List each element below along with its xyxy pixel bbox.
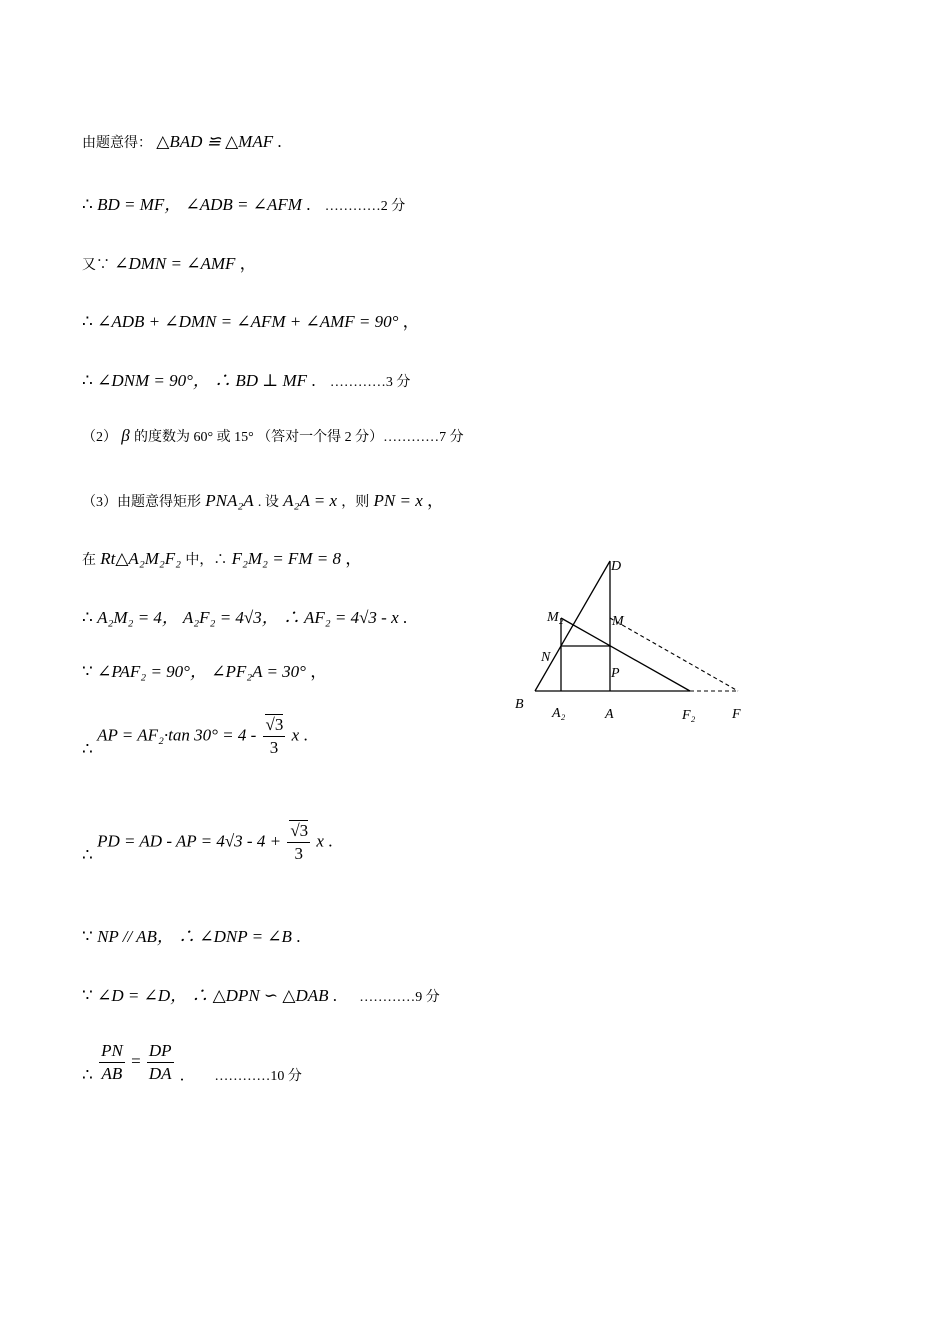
proof-line-12 [82,820,332,865]
proof-line-1 [82,132,282,152]
line-end: ， [427,491,445,510]
line-end: . [296,927,301,946]
variable: x [291,725,300,745]
proof-line-9 [82,603,407,628]
beta-symbol: β [121,426,130,445]
label-n: N [541,650,551,665]
line-end: . [328,831,333,851]
dashed-segment-mf [610,618,738,691]
proof-line-8 [82,544,362,569]
angles-expr: ∠PAF₂ = 90°， ∠PF₂A = 30° [97,662,306,681]
triangle-expr: Rt△A₂M₂F₂ [100,549,182,568]
then-text: ，则 [341,495,370,510]
equals-sign: = [131,1051,141,1071]
rectangle-expr: PNA₂A [205,491,254,510]
label-p: P [611,666,620,681]
in-text: 在 [82,553,96,568]
line-end: . [402,608,408,627]
proof-line-2 [82,190,405,215]
line-end: ， [402,312,420,331]
line-end: ， [239,254,257,273]
label-a: A [605,707,614,722]
line-end: . [277,132,282,151]
lengths-expr: A₂M₂ = 4， A₂F₂ = 4√3， ∴ AF₂ = 4√3 - x [97,608,399,627]
label-f: F [732,707,741,722]
therefore-symbol: ∴ [82,371,93,390]
fraction [287,820,310,865]
variable-expr: A₂A = x [283,491,338,510]
line-end: ， [310,662,328,681]
fraction-numerator: PN [99,1040,125,1063]
ratio-right [147,1040,174,1085]
label-a2: A₂ [552,706,566,721]
fraction-denominator: 3 [294,844,303,863]
score-marker: …………2 分 [324,199,406,214]
therefore-symbol: ∴ [82,845,93,865]
part-label: （2） [82,430,117,445]
segment-bd [535,561,610,691]
line-end: . [179,1065,185,1085]
score-marker: …………3 分 [329,375,411,390]
line-end: ， [345,549,363,568]
proof-line-15 [82,1040,302,1085]
fraction [263,714,286,759]
because-symbol: ∵ [82,927,93,946]
therefore-symbol: ∴ [82,608,93,627]
therefore-symbol: ∴ [82,1065,93,1085]
score-marker: …………9 分 [359,990,440,1005]
proof-line-5 [82,366,410,391]
because-symbol: ∵ [82,986,93,1005]
proof-line-4 [82,307,420,332]
fraction-denominator: 3 [269,738,279,757]
proof-line-3 [82,249,257,274]
proof-line-10 [82,657,327,682]
congruence-expr: △BAD ≌ △MAF [156,132,274,151]
proof-line-14 [82,981,440,1006]
therefore-symbol: ∴ [82,195,93,214]
middle-text: 中，∴ [185,553,228,568]
label-m2: M₂ [547,610,564,625]
answer-text: 的度数为 60° 或 15° （答对一个得 2 分）…………7 分 [133,430,464,445]
line-end: . [306,195,311,214]
segment-m2f2 [561,618,690,691]
part-label: （3）由题意得矩形 [82,495,201,510]
line-end: . [303,725,308,745]
similarity-expr: ∠D = ∠D， ∴ △DPN ∽ △DAB [97,986,329,1005]
therefore-symbol: ∴ [82,312,93,331]
variable: x [316,831,324,851]
ap-expr: AP = AF₂·tan 30° = 4 - [97,725,257,745]
fraction-numerator: √3 [265,715,284,734]
set-text: . 设 [257,495,279,510]
pd-expr: PD = AD - AP = 4√3 - 4 + [97,831,282,851]
because-symbol: ∵ [82,662,93,681]
fraction-numerator: DP [147,1040,174,1063]
line-end: . [332,986,338,1005]
angle-sum-expr: ∠ADB + ∠DMN = ∠AFM + ∠AMF = 90° [97,312,399,331]
label-m: M [612,614,624,629]
line-lead: 由题意得： [82,136,152,151]
therefore-symbol: ∴ [82,739,93,759]
parallel-expr: NP // AB， ∴ ∠DNP = ∠B [97,927,292,946]
pn-expr: PN = x [373,491,423,510]
equality-expr: BD = MF， ∠ADB = ∠AFM [97,195,302,214]
length-expr: F₂M₂ = FM = 8 [231,549,341,568]
because-lead: 又∵ [82,258,110,273]
fraction-denominator: AB [101,1064,123,1083]
part-3-setup [82,486,444,511]
fraction-denominator: DA [148,1064,172,1083]
label-f2: F₂ [682,708,696,723]
ratio-left [99,1040,125,1085]
label-b: B [515,697,524,712]
part-2-answer [82,426,464,446]
geometry-figure [505,550,765,730]
proof-line-11 [82,714,308,759]
score-marker: …………10 分 [214,1069,302,1085]
proof-line-13 [82,922,300,947]
label-d: D [611,559,622,574]
line-end: . [311,371,316,390]
angle-expr: ∠DMN = ∠AMF [114,254,236,273]
perpendicular-expr: ∠DNM = 90°， ∴ BD ⊥ MF [97,371,308,390]
fraction-numerator: √3 [290,821,309,840]
